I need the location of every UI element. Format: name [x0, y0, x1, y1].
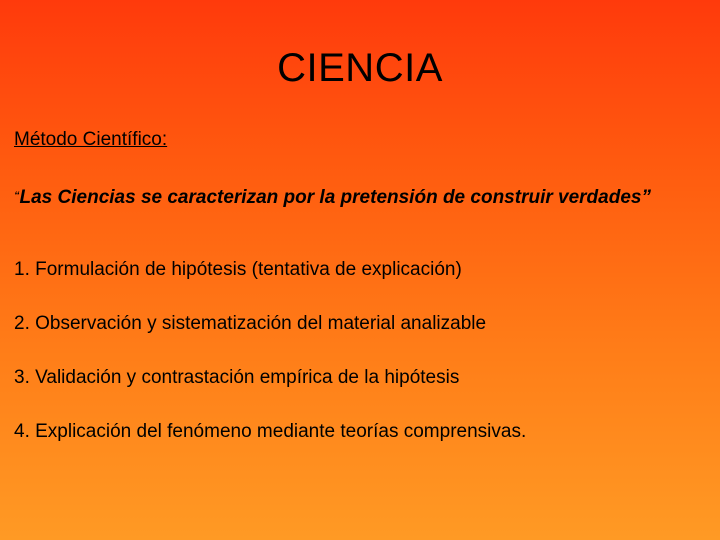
method-step-4: 4. Explicación del fenómeno mediante teorías comprensivas. [14, 421, 527, 442]
quote-text: Las Ciencias se caracterizan por la pretensión de construir verdades” [19, 187, 651, 208]
slide-subtitle: Método Científico: [14, 129, 168, 150]
quote-text-block [14, 185, 694, 209]
open-quote-mark: “ [14, 190, 20, 202]
method-step-2: 2. Observación y sistematización del material analizable [14, 313, 487, 334]
method-steps-list [14, 258, 704, 474]
method-step-1: 1. Formulación de hipótesis (tentativa de explicación) [14, 259, 462, 280]
slide-title: CIENCIA [277, 46, 443, 90]
method-step-3: 3. Validación y contrastación empírica de la hipótesis [14, 367, 460, 388]
